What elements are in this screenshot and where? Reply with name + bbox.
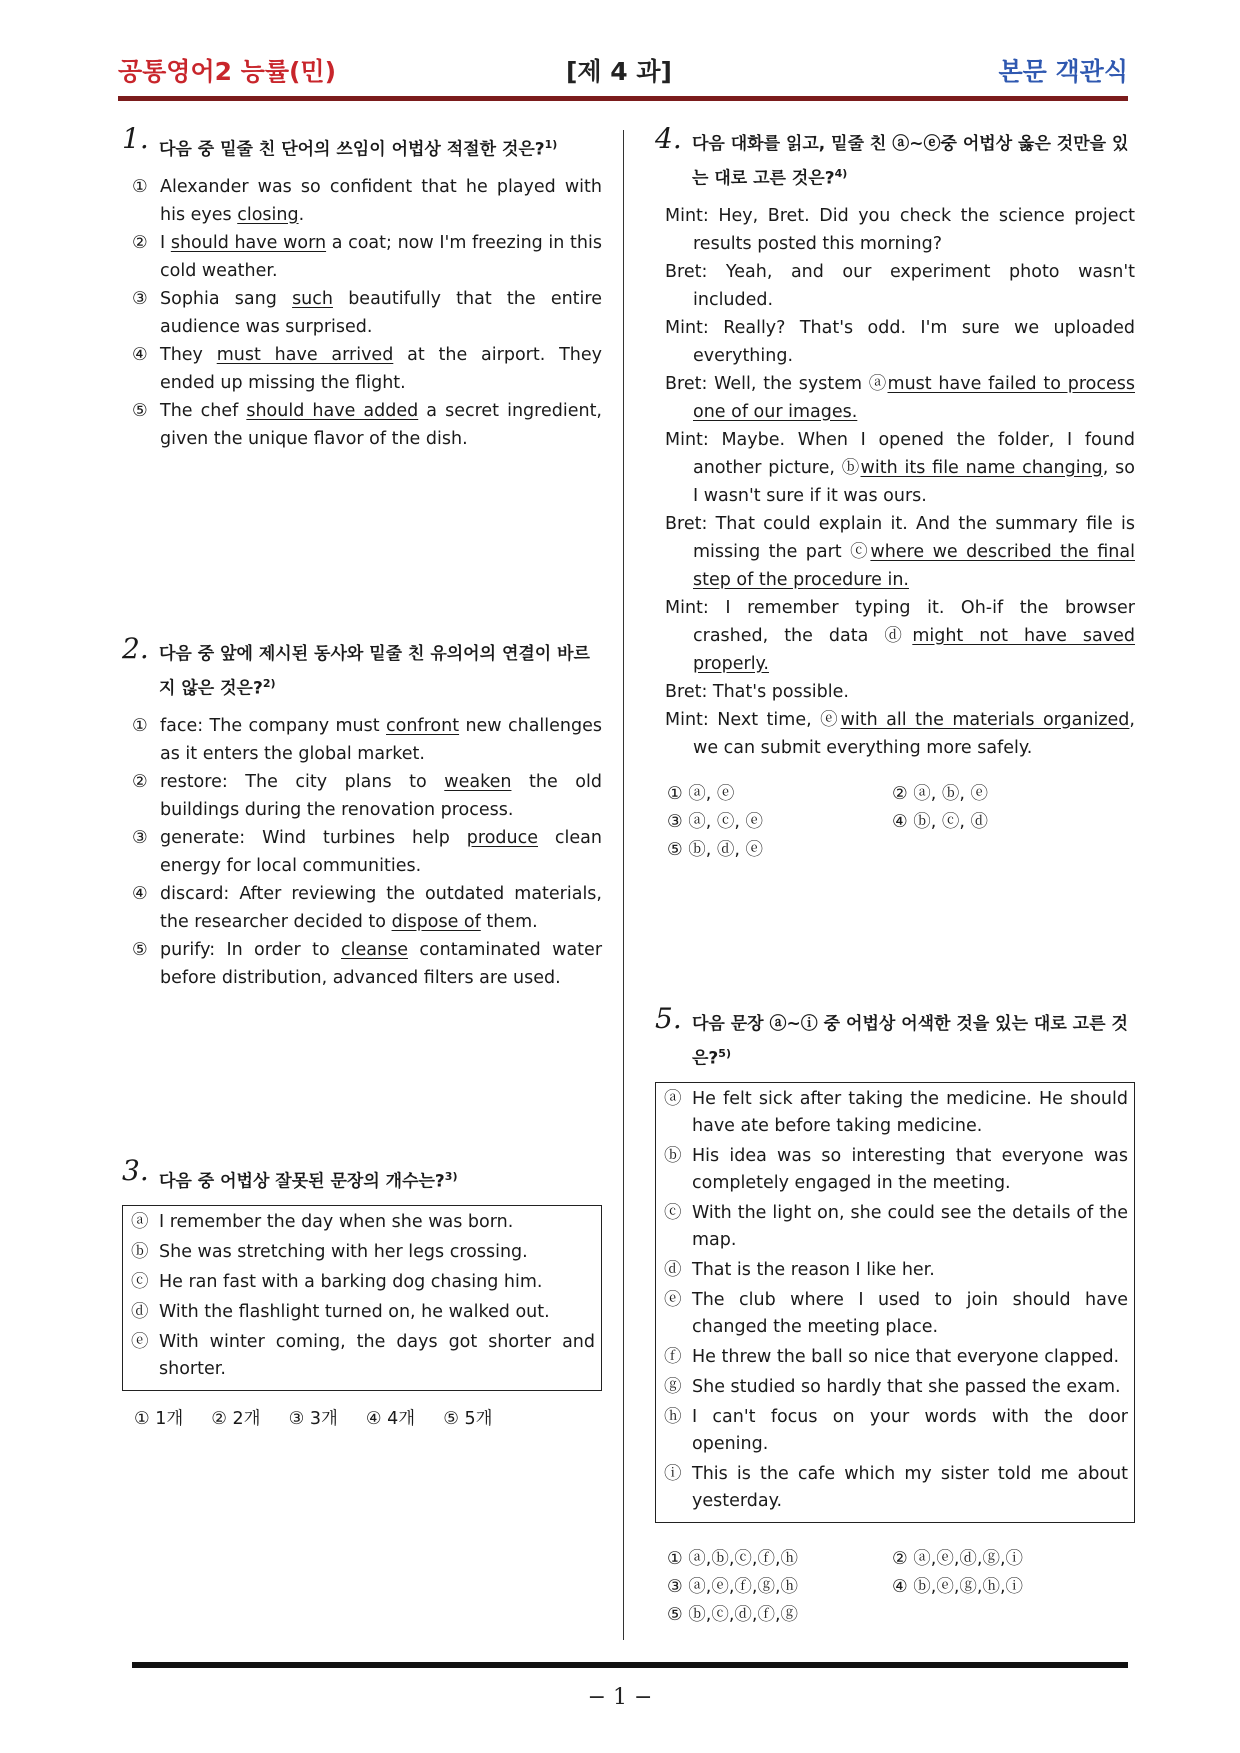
option-text: a coat; now I'm freezing in this cold weather. (160, 232, 602, 281)
option-underlined: cleanse (341, 939, 408, 960)
sentence-marker: ⓐ (664, 1088, 682, 1109)
sentence-item (129, 1299, 595, 1326)
sentence-marker: ⓔ (131, 1331, 149, 1352)
question-5-answer-choices (655, 1545, 1135, 1629)
sentence-text: I remember the day when she was born. (159, 1211, 514, 1232)
dialog-text: Mint: I remember typing it. Oh-if the browser crashed, the data ⓓ (665, 597, 1135, 646)
option-text: They (160, 344, 217, 365)
option-text: at the airport. They ended up missing the flight. (160, 344, 602, 393)
sentence-marker: ⓑ (131, 1241, 149, 1262)
answer-choice: ① ⓐ, ⓔ (667, 783, 735, 804)
dialog-line (661, 706, 1135, 762)
dialog-underlined: must have failed to process one of our images. (693, 373, 1135, 422)
sentence-marker: ⓓ (131, 1301, 149, 1322)
answer-choice: ③ ⓐ,ⓔ,ⓕ,ⓖ,ⓗ (667, 1576, 799, 1597)
dialog-text: Mint: Really? That's odd. I'm sure we uploaded everything. (665, 317, 1135, 366)
option-marker: ② (132, 771, 148, 792)
dialog-line (661, 370, 1135, 426)
sentence-text: He ran fast with a barking dog chasing him. (159, 1271, 543, 1292)
sentence-item (662, 1200, 1128, 1254)
question-2-stem: 2. 다음 중 앞에 제시된 동사와 밑줄 친 유의어의 연결이 바르지 않은 것은?$^{2)}$ (122, 632, 590, 699)
question-5-sentence-box (655, 1082, 1135, 1523)
option-marker: ⑤ (132, 939, 148, 960)
sentence-item (662, 1143, 1128, 1197)
dialog-text: Mint: Hey, Bret. Did you check the science project results posted this morning? (665, 205, 1135, 254)
option-underlined: dispose of (391, 911, 481, 932)
sentence-marker: ⓒ (664, 1202, 682, 1223)
sentence-item (662, 1344, 1128, 1371)
option-text: them. (480, 911, 538, 932)
sentence-text: With the flashlight turned on, he walked out. (159, 1301, 550, 1322)
dialog-text: , we can submit everything more safely. (693, 709, 1135, 758)
sentence-text: His idea was so interesting that everyone was completely engaged in the meeting. (692, 1145, 1128, 1193)
sentence-item (662, 1461, 1128, 1515)
question-3-sentence-box (122, 1205, 602, 1391)
option-text: clean energy for local communities. (160, 827, 602, 876)
option-text: I (160, 232, 171, 253)
sentence-text: With winter coming, the days got shorter and shorter. (159, 1331, 595, 1379)
sentence-marker: ⓗ (664, 1406, 682, 1427)
dialog-line (661, 594, 1135, 678)
option-item (122, 173, 602, 229)
option-marker: ② (132, 232, 148, 253)
dialog-underlined: where we described the final step of the procedure in. (693, 541, 1135, 590)
answer-choice: ④ ⓑ,ⓔ,ⓖ,ⓗ,ⓘ (892, 1576, 1024, 1597)
option-text: face: The company must (160, 715, 386, 736)
column-divider (623, 130, 624, 1640)
sentence-item (129, 1239, 595, 1266)
option-text: the old buildings during the renovation process. (160, 771, 602, 820)
sentence-text: She studied so hardly that she passed the exam. (692, 1376, 1121, 1397)
option-text: new challenges as it enters the global market. (160, 715, 602, 764)
dialog-text: Mint: Next time, ⓔ (665, 709, 841, 730)
option-underlined: closing (237, 204, 299, 225)
option-underlined: should have worn (170, 232, 327, 253)
sentence-text: The club where I used to join should have changed the meeting place. (692, 1289, 1128, 1337)
footer-rule (132, 1662, 1128, 1668)
answer-choice: ① ⓐ,ⓑ,ⓒ,ⓕ,ⓗ (667, 1548, 799, 1569)
question-4-stem: 4. 다음 대화를 읽고, 밑줄 친 ⓐ~ⓔ중 어법상 옳은 것만을 있는 대로 고른 것은?$^{4)}$ (655, 122, 1129, 189)
dialog-line (661, 314, 1135, 370)
answer-choice: ① 1개 (134, 1408, 184, 1429)
option-item (122, 824, 602, 880)
option-text: restore: The city plans to (160, 771, 445, 792)
sentence-text: I can't focus on your words with the door opening. (692, 1406, 1128, 1454)
answer-choice: ⑤ 5개 (443, 1408, 493, 1429)
course-title: 공통영어2 능률(민) (118, 57, 337, 86)
sentence-text: This is the cafe which my sister told me about yesterday. (692, 1463, 1128, 1511)
option-item (122, 229, 602, 285)
answer-choice: ③ 3개 (288, 1408, 338, 1429)
option-underlined: weaken (444, 771, 512, 792)
option-item (122, 341, 602, 397)
question-1 (122, 122, 602, 453)
option-marker: ① (132, 715, 148, 736)
sentence-marker: ⓔ (664, 1289, 682, 1310)
sentence-item (662, 1257, 1128, 1284)
option-marker: ⑤ (132, 400, 148, 421)
sentence-text: With the light on, she could see the details of the map. (692, 1202, 1128, 1250)
sentence-text: That is the reason I like her. (692, 1259, 935, 1280)
option-text: beautifully that the entire audience was surprised. (160, 288, 602, 337)
sentence-item (129, 1209, 595, 1236)
option-text: Alexander was so confident that he played with his eyes (160, 176, 602, 225)
sentence-text: He felt sick after taking the medicine. He should have ate before taking medicine. (692, 1088, 1128, 1136)
header-rule (118, 96, 1128, 101)
question-3-answer-choices (122, 1405, 602, 1433)
question-1-stem: 1. 다음 중 밑줄 친 단어의 쓰임이 어법상 적절한 것은?$^{1)}$ (122, 122, 558, 160)
sentence-item (662, 1086, 1128, 1140)
option-underlined: confront (386, 715, 460, 736)
lesson-title: [제 4 과] (566, 57, 672, 86)
option-text: purify: In order to (160, 939, 342, 960)
sentence-item (662, 1404, 1128, 1458)
option-text: a secret ingredient, given the unique flavor of the dish. (160, 400, 602, 449)
question-4 (655, 122, 1136, 864)
question-5 (655, 1002, 1135, 1629)
answer-choice: ② 2개 (211, 1408, 261, 1429)
dialog-text: Bret: Yeah, and our experiment photo wasn't included. (665, 261, 1135, 310)
option-item (122, 397, 602, 453)
dialog-text: , so I wasn't sure if it was ours. (693, 457, 1136, 506)
option-underlined: produce (466, 827, 538, 848)
dialog-text: Bret: Well, the system ⓐ (665, 373, 888, 394)
answer-choice: ② ⓐ,ⓔ,ⓓ,ⓖ,ⓘ (892, 1548, 1024, 1569)
dialog-underlined: with its file name changing (860, 457, 1103, 478)
answer-choice: ⑤ ⓑ, ⓓ, ⓔ (667, 839, 764, 860)
dialog-line (661, 678, 1135, 706)
sentence-marker: ⓐ (131, 1211, 149, 1232)
option-text: The chef (160, 400, 247, 421)
question-4-answer-choices (655, 780, 1135, 864)
answer-choice: ③ ⓐ, ⓒ, ⓔ (667, 811, 764, 832)
dialog-line (661, 202, 1135, 258)
option-item (122, 712, 602, 768)
question-2-number: 2. (122, 632, 149, 665)
question-3-number: 3. (122, 1154, 149, 1187)
sentence-item (662, 1287, 1128, 1341)
option-text: discard: After reviewing the outdated materials, the researcher decided to (160, 883, 602, 932)
question-3 (122, 1154, 602, 1433)
answer-choice: ④ 4개 (365, 1408, 416, 1429)
sentence-marker: ⓕ (664, 1346, 682, 1367)
option-marker: ③ (132, 827, 148, 848)
option-text: . (298, 204, 305, 225)
option-underlined: such (292, 288, 333, 309)
question-2 (122, 632, 603, 992)
option-item (122, 936, 602, 992)
sentence-marker: ⓓ (664, 1259, 682, 1280)
sentence-text: She was stretching with her legs crossing. (159, 1241, 528, 1262)
dialog-text: Mint: Maybe. When I opened the folder, I found another picture, ⓑ (665, 429, 1135, 478)
sentence-marker: ⓘ (664, 1463, 682, 1484)
option-item (122, 768, 602, 824)
section-title: 본문 객관식 (998, 57, 1128, 86)
dialog-line (661, 426, 1135, 510)
page-number: − 1 − (587, 1685, 653, 1710)
sentence-marker: ⓒ (131, 1271, 149, 1292)
dialog-underlined: might not have saved properly. (693, 625, 1135, 674)
option-text: Sophia sang (160, 288, 293, 309)
question-1-number: 1. (122, 122, 149, 155)
question-4-number: 4. (655, 122, 682, 155)
option-item (122, 880, 602, 936)
answer-choice: ⑤ ⓑ,ⓒ,ⓓ,ⓕ,ⓖ (667, 1604, 799, 1625)
option-item (122, 285, 602, 341)
option-marker: ③ (132, 288, 148, 309)
dialog-text: Bret: That's possible. (665, 681, 849, 702)
sentence-marker: ⓑ (664, 1145, 682, 1166)
question-5-number: 5. (655, 1002, 682, 1035)
dialog-text: Bret: That could explain it. And the summary file is missing the part ⓒ (665, 513, 1135, 562)
dialog-line (661, 510, 1135, 594)
dialog-line (661, 258, 1135, 314)
option-underlined: must have arrived (216, 344, 394, 365)
sentence-item (129, 1269, 595, 1296)
option-text: generate: Wind turbines help (160, 827, 467, 848)
question-2-options (122, 712, 602, 992)
sentence-marker: ⓖ (664, 1376, 682, 1397)
dialog-underlined: with all the materials organized (840, 709, 1130, 730)
answer-choice: ② ⓐ, ⓑ, ⓔ (892, 783, 989, 804)
option-marker: ① (132, 176, 148, 197)
sentence-item (129, 1329, 595, 1383)
option-marker: ④ (132, 344, 148, 365)
option-text: contaminated water before distribution, advanced filters are used. (160, 939, 603, 988)
sentence-item (662, 1374, 1128, 1401)
option-marker: ④ (132, 883, 148, 904)
answer-choice: ④ ⓑ, ⓒ, ⓓ (892, 811, 989, 832)
page-header (118, 52, 1128, 92)
question-4-dialog (655, 202, 1135, 762)
question-1-options (122, 173, 602, 453)
question-5-stem: 5. 다음 문장 ⓐ~ⓘ 중 어법상 어색한 것을 있는 대로 고른 것은?$^{5)}$ (655, 1002, 1128, 1069)
sentence-text: He threw the ball so nice that everyone clapped. (692, 1346, 1120, 1367)
question-3-stem: 3. 다음 중 어법상 잘못된 문장의 개수는?$^{3)}$ (122, 1154, 458, 1192)
option-underlined: should have added (246, 400, 419, 421)
